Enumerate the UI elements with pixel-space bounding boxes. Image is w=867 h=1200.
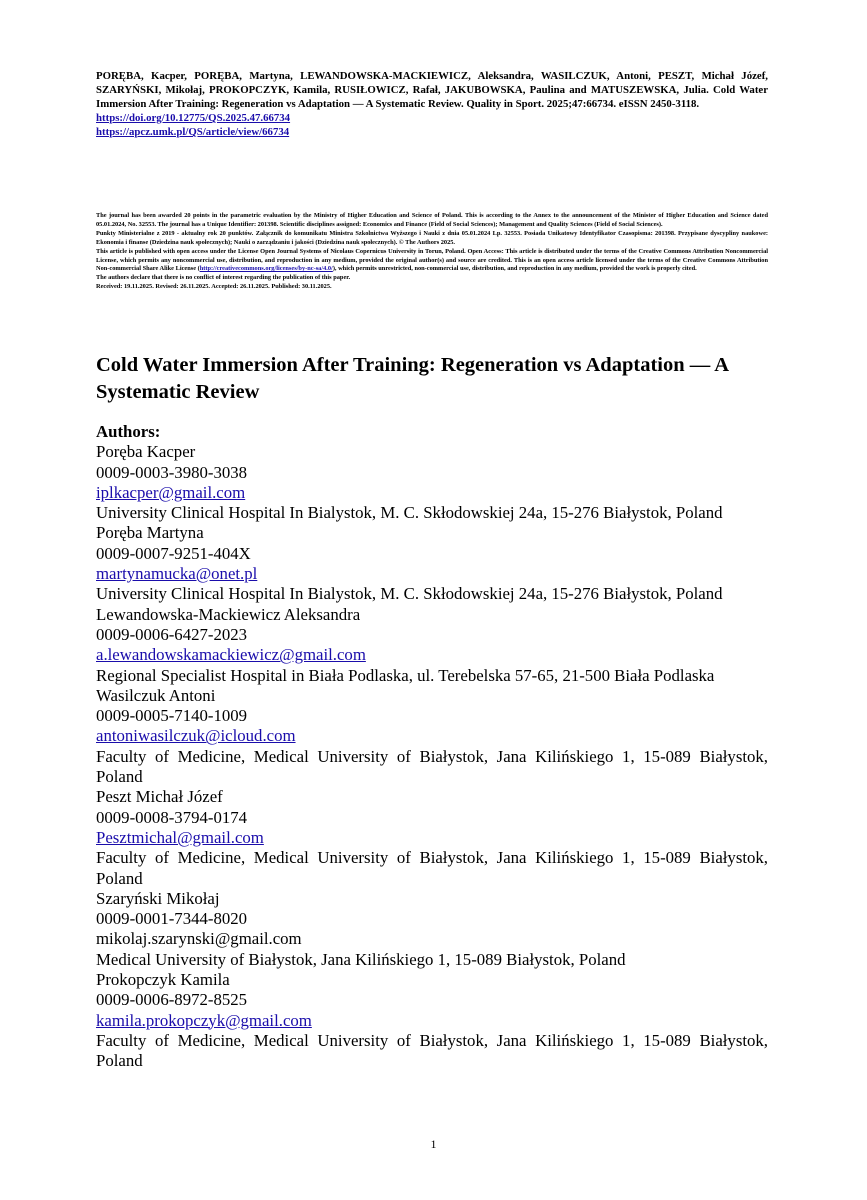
author-name: Poręba Martyna xyxy=(96,523,204,543)
author-entry xyxy=(96,605,768,686)
author-email-link[interactable]: Pesztmichal@gmail.com xyxy=(96,827,264,847)
citation-text: PORĘBA, Kacper, PORĘBA, Martyna, LEWANDOWSKA-MACKIEWICZ, Aleksandra, WASILCZUK, Antoni, PESZT, Michał Józef, SZARYŃSKI, Mikołaj, PROKOPCZYK, Kamila, RUSIŁOWICZ, Rafał, JAKUBOWSKA, Paulina and MATUSZEWSKA, Julia. Cold Water Immersion After Training: Regeneration vs Adaptation — A Systematic Review. Quality in Sport. 2025;47:66734. eISSN 2450-3118. xyxy=(96,70,768,110)
author-orcid: 0009-0005-7140-1009 xyxy=(96,706,248,726)
author-orcid: 0009-0008-3794-0174 xyxy=(96,807,248,827)
author-email-link[interactable]: kamila.prokopczyk@gmail.com xyxy=(96,1010,312,1030)
author-entry xyxy=(96,523,768,604)
author-name: Poręba Kacper xyxy=(96,442,196,462)
authors-heading: Authors: xyxy=(96,422,161,441)
author-entry xyxy=(96,442,768,523)
author-email-link[interactable]: antoniwasilczuk@icloud.com xyxy=(96,726,296,746)
page-number: 1 xyxy=(430,1137,437,1151)
conflict-statement: The authors declare that there is no conflict of interest regarding the publication of this paper. xyxy=(96,274,351,282)
author-entry xyxy=(96,787,768,888)
notice-paragraph-1: The journal has been awarded 20 points in the parametric evaluation by the Ministry of Higher Education and Science of Poland. This is according to the Annex to the announcement of the Minister of Higher Education and Science dated 05.01.2024, No. 32553. The journal has a Unique Identifier: 201398. Scientific disciplines assigned: Economics and Finance (Field of Social Sciences); Management and Quality Sciences (Field of Social Sciences). xyxy=(96,212,768,228)
author-name: Szaryński Mikołaj xyxy=(96,888,220,908)
doi-link[interactable]: https://doi.org/10.12775/QS.2025.47.66734 xyxy=(96,112,291,124)
notice-paragraph-2: Punkty Ministerialne z 2019 - aktualny rok 20 punktów. Załącznik do komunikatu Ministra Szkolnictwa Wyższego i Nauki z dnia 05.01.2024 Lp. 32553. Posiada Unikatowy Identyfikator Czasopisma: 201398. Przypisane dyscypliny naukowe: Ekonomia i finanse (Dziedzina nauk społecznych); Nauki o zarządzaniu i jakości (Dziedzina nauk społecznych). © The Authors 2025. xyxy=(96,229,768,246)
citation-block xyxy=(96,69,768,139)
author-affiliation: University Clinical Hospital In Bialystok, M. C. Skłodowskiej 24a, 15-276 Białystok, Poland xyxy=(96,584,723,604)
author-affiliation: Faculty of Medicine, Medical University of Białystok, Jana Kilińskiego 1, 15-089 Białystok, Poland xyxy=(96,1030,768,1071)
author-email-link[interactable]: iplkacper@gmail.com xyxy=(96,482,246,502)
author-email-link[interactable]: martynamucka@onet.pl xyxy=(96,564,258,584)
publication-dates: Received: 19.11.2025. Revised: 26.11.2025. Accepted: 26.11.2025. Published: 30.11.2025. xyxy=(96,283,332,291)
author-name: Peszt Michał Józef xyxy=(96,787,223,807)
author-orcid: 0009-0007-9251-404X xyxy=(96,543,251,563)
notice-paragraph-3 xyxy=(96,248,768,275)
license-text-before: This article is published with open access under the License Open Journal Systems of Nicolaus Copernicus University in Torun, Poland. Open Access: This article is distributed under the terms of the Creative Commons Attribution Noncommercial License, which permits any noncommercial use, distribution, and reproduction in any medium, provided the original author(s) and source are credited. This is an open access article licensed under the terms of the Creative Commons Attribution Non-commercial Share Alike License ( xyxy=(96,247,768,273)
author-orcid: 0009-0006-6427-2023 xyxy=(96,624,248,644)
author-name: Lewandowska-Mackiewicz Aleksandra xyxy=(96,604,361,624)
author-entry xyxy=(96,970,768,1071)
authors-section xyxy=(96,422,768,1072)
author-email-text: mikolaj.szarynski@gmail.com xyxy=(96,929,302,949)
author-entry xyxy=(96,889,768,970)
author-name: Prokopczyk Kamila xyxy=(96,970,230,990)
license-link[interactable]: http://creativecommons.org/licenses/by-nc-sa/4.0/ xyxy=(199,265,333,273)
article-link[interactable]: https://apcz.umk.pl/QS/article/view/66734 xyxy=(96,126,290,138)
author-orcid: 0009-0001-7344-8020 xyxy=(96,909,248,929)
author-entry xyxy=(96,686,768,787)
author-affiliation: University Clinical Hospital In Bialystok, M. C. Skłodowskiej 24a, 15-276 Białystok, Poland xyxy=(96,503,723,523)
author-name: Wasilczuk Antoni xyxy=(96,685,216,705)
author-email-link[interactable]: a.lewandowskamackiewicz@gmail.com xyxy=(96,645,366,665)
license-text-after: ), which permits unrestricted, non-commercial use, distribution, and reproduction in any medium, provided the work is properly cited. xyxy=(332,265,697,273)
author-affiliation: Medical University of Białystok, Jana Kilińskiego 1, 15-089 Białystok, Poland xyxy=(96,949,626,969)
author-affiliation: Faculty of Medicine, Medical University of Białystok, Jana Kilińskiego 1, 15-089 Białystok, Poland xyxy=(96,848,768,888)
article-title: Cold Water Immersion After Training: Regeneration vs Adaptation — A Systematic Review xyxy=(96,354,728,403)
author-affiliation: Faculty of Medicine, Medical University of Białystok, Jana Kilińskiego 1, 15-089 Białystok, Poland xyxy=(96,746,768,787)
author-orcid: 0009-0003-3980-3038 xyxy=(96,462,248,482)
author-affiliation: Regional Specialist Hospital in Biała Podlaska, ul. Terebelska 57-65, 21-500 Biała Podlaska xyxy=(96,665,715,685)
journal-notice xyxy=(96,212,768,292)
author-orcid: 0009-0006-8972-8525 xyxy=(96,990,248,1010)
